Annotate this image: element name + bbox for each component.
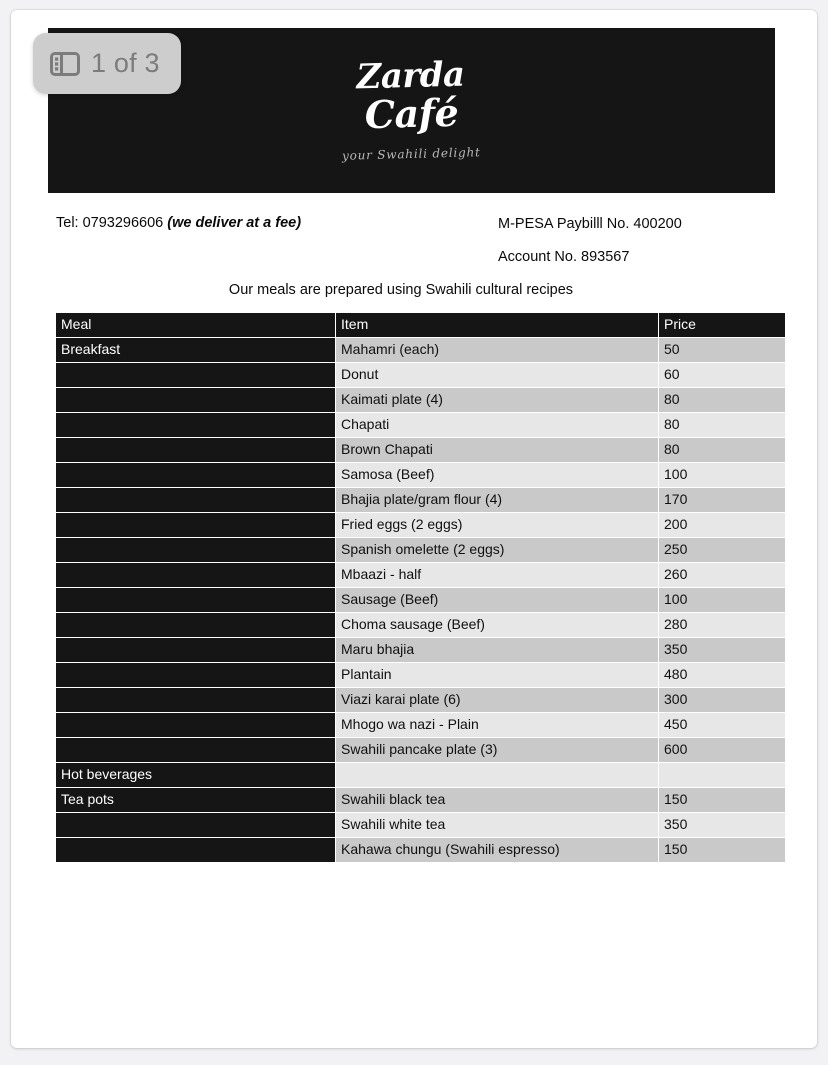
cell-meal bbox=[56, 713, 335, 737]
cell-meal bbox=[56, 538, 335, 562]
cell-meal bbox=[56, 463, 335, 487]
table-row bbox=[56, 763, 785, 787]
telephone-number: Tel: 0793296606 bbox=[56, 215, 168, 231]
cell-price: 200 bbox=[659, 513, 785, 537]
cell-price: 250 bbox=[659, 538, 785, 562]
cell-price: 150 bbox=[659, 838, 785, 862]
cell-item: Samosa (Beef) bbox=[336, 463, 658, 487]
cell-price: 80 bbox=[659, 438, 785, 462]
cell-item: Choma sausage (Beef) bbox=[336, 613, 658, 637]
cell-meal bbox=[56, 838, 335, 862]
cell-item: Kaimati plate (4) bbox=[336, 388, 658, 412]
cell-price: 50 bbox=[659, 338, 785, 362]
cell-item: Swahili black tea bbox=[336, 788, 658, 812]
table-row bbox=[56, 363, 785, 387]
cell-item: Chapati bbox=[336, 413, 658, 437]
cell-price: 150 bbox=[659, 788, 785, 812]
cell-item: Kahawa chungu (Swahili espresso) bbox=[336, 838, 658, 862]
cell-price: 60 bbox=[659, 363, 785, 387]
cell-item: Bhajia plate/gram flour (4) bbox=[336, 488, 658, 512]
cell-meal bbox=[56, 613, 335, 637]
cell-meal: Breakfast bbox=[56, 338, 335, 362]
cell-price: 260 bbox=[659, 563, 785, 587]
table-row bbox=[56, 388, 785, 412]
mpesa-paybill-line: M-PESA Paybilll No. 400200 bbox=[498, 216, 682, 232]
cell-item: Plantain bbox=[336, 663, 658, 687]
cell-meal bbox=[56, 638, 335, 662]
cell-price: 450 bbox=[659, 713, 785, 737]
page-indicator-badge[interactable] bbox=[33, 33, 181, 94]
cell-item: Brown Chapati bbox=[336, 438, 658, 462]
column-header-price: Price bbox=[659, 313, 785, 337]
cell-meal: Hot beverages bbox=[56, 763, 335, 787]
cell-meal bbox=[56, 688, 335, 712]
table-row bbox=[56, 838, 785, 862]
cell-item: Mahamri (each) bbox=[336, 338, 658, 362]
cell-item: Mbaazi - half bbox=[336, 563, 658, 587]
table-row bbox=[56, 638, 785, 662]
table-row bbox=[56, 738, 785, 762]
cell-price: 100 bbox=[659, 463, 785, 487]
cell-price bbox=[659, 763, 785, 787]
delivery-note: (we deliver at a fee) bbox=[167, 215, 302, 231]
cell-meal bbox=[56, 588, 335, 612]
cell-price: 350 bbox=[659, 638, 785, 662]
cell-price: 80 bbox=[659, 413, 785, 437]
cell-item: Spanish omelette (2 eggs) bbox=[336, 538, 658, 562]
table-row bbox=[56, 663, 785, 687]
table-row bbox=[56, 513, 785, 537]
brand-tagline: your Swahili delight bbox=[341, 144, 482, 163]
table-row bbox=[56, 438, 785, 462]
cell-price: 350 bbox=[659, 813, 785, 837]
table-row bbox=[56, 588, 785, 612]
cell-item: Donut bbox=[336, 363, 658, 387]
menu-table-body bbox=[56, 338, 785, 862]
table-row bbox=[56, 413, 785, 437]
brand-wordmark bbox=[356, 54, 467, 138]
page-indicator-label: 1 of 3 bbox=[91, 48, 160, 78]
cell-item: Fried eggs (2 eggs) bbox=[336, 513, 658, 537]
table-row bbox=[56, 338, 785, 362]
cell-item: Swahili white tea bbox=[336, 813, 658, 837]
table-row bbox=[56, 788, 785, 812]
cell-meal bbox=[56, 738, 335, 762]
cell-item bbox=[336, 763, 658, 787]
table-row bbox=[56, 488, 785, 512]
cell-meal: Tea pots bbox=[56, 788, 335, 812]
table-row bbox=[56, 538, 785, 562]
cell-item: Maru bhajia bbox=[336, 638, 658, 662]
table-row bbox=[56, 613, 785, 637]
cell-price: 600 bbox=[659, 738, 785, 762]
cell-price: 80 bbox=[659, 388, 785, 412]
table-row bbox=[56, 813, 785, 837]
document-page bbox=[11, 10, 817, 1048]
brand-name-line2: Café bbox=[364, 90, 460, 138]
cell-meal bbox=[56, 363, 335, 387]
account-number-line: Account No. 893567 bbox=[498, 249, 630, 265]
cell-meal bbox=[56, 388, 335, 412]
table-row bbox=[56, 563, 785, 587]
cell-meal bbox=[56, 813, 335, 837]
cell-meal bbox=[56, 663, 335, 687]
table-row bbox=[56, 713, 785, 737]
recipes-note: Our meals are prepared using Swahili cultural recipes bbox=[228, 282, 574, 298]
cell-price: 170 bbox=[659, 488, 785, 512]
cell-item: Sausage (Beef) bbox=[336, 588, 658, 612]
cell-meal bbox=[56, 438, 335, 462]
cell-meal bbox=[56, 563, 335, 587]
cell-price: 280 bbox=[659, 613, 785, 637]
table-row bbox=[56, 463, 785, 487]
telephone-line bbox=[56, 215, 301, 231]
table-row bbox=[56, 688, 785, 712]
menu-table bbox=[55, 312, 786, 863]
column-header-item: Item bbox=[336, 313, 658, 337]
brand-name-line1: Zarda bbox=[356, 54, 466, 98]
cell-meal bbox=[56, 513, 335, 537]
cell-item: Viazi karai plate (6) bbox=[336, 688, 658, 712]
cell-item: Swahili pancake plate (3) bbox=[336, 738, 658, 762]
cell-price: 300 bbox=[659, 688, 785, 712]
cell-price: 100 bbox=[659, 588, 785, 612]
column-header-meal: Meal bbox=[56, 313, 335, 337]
cell-meal bbox=[56, 488, 335, 512]
cell-price: 480 bbox=[659, 663, 785, 687]
cell-meal bbox=[56, 413, 335, 437]
page-layout-icon bbox=[50, 52, 80, 76]
cell-item: Mhogo wa nazi - Plain bbox=[336, 713, 658, 737]
table-header-row bbox=[56, 313, 785, 337]
